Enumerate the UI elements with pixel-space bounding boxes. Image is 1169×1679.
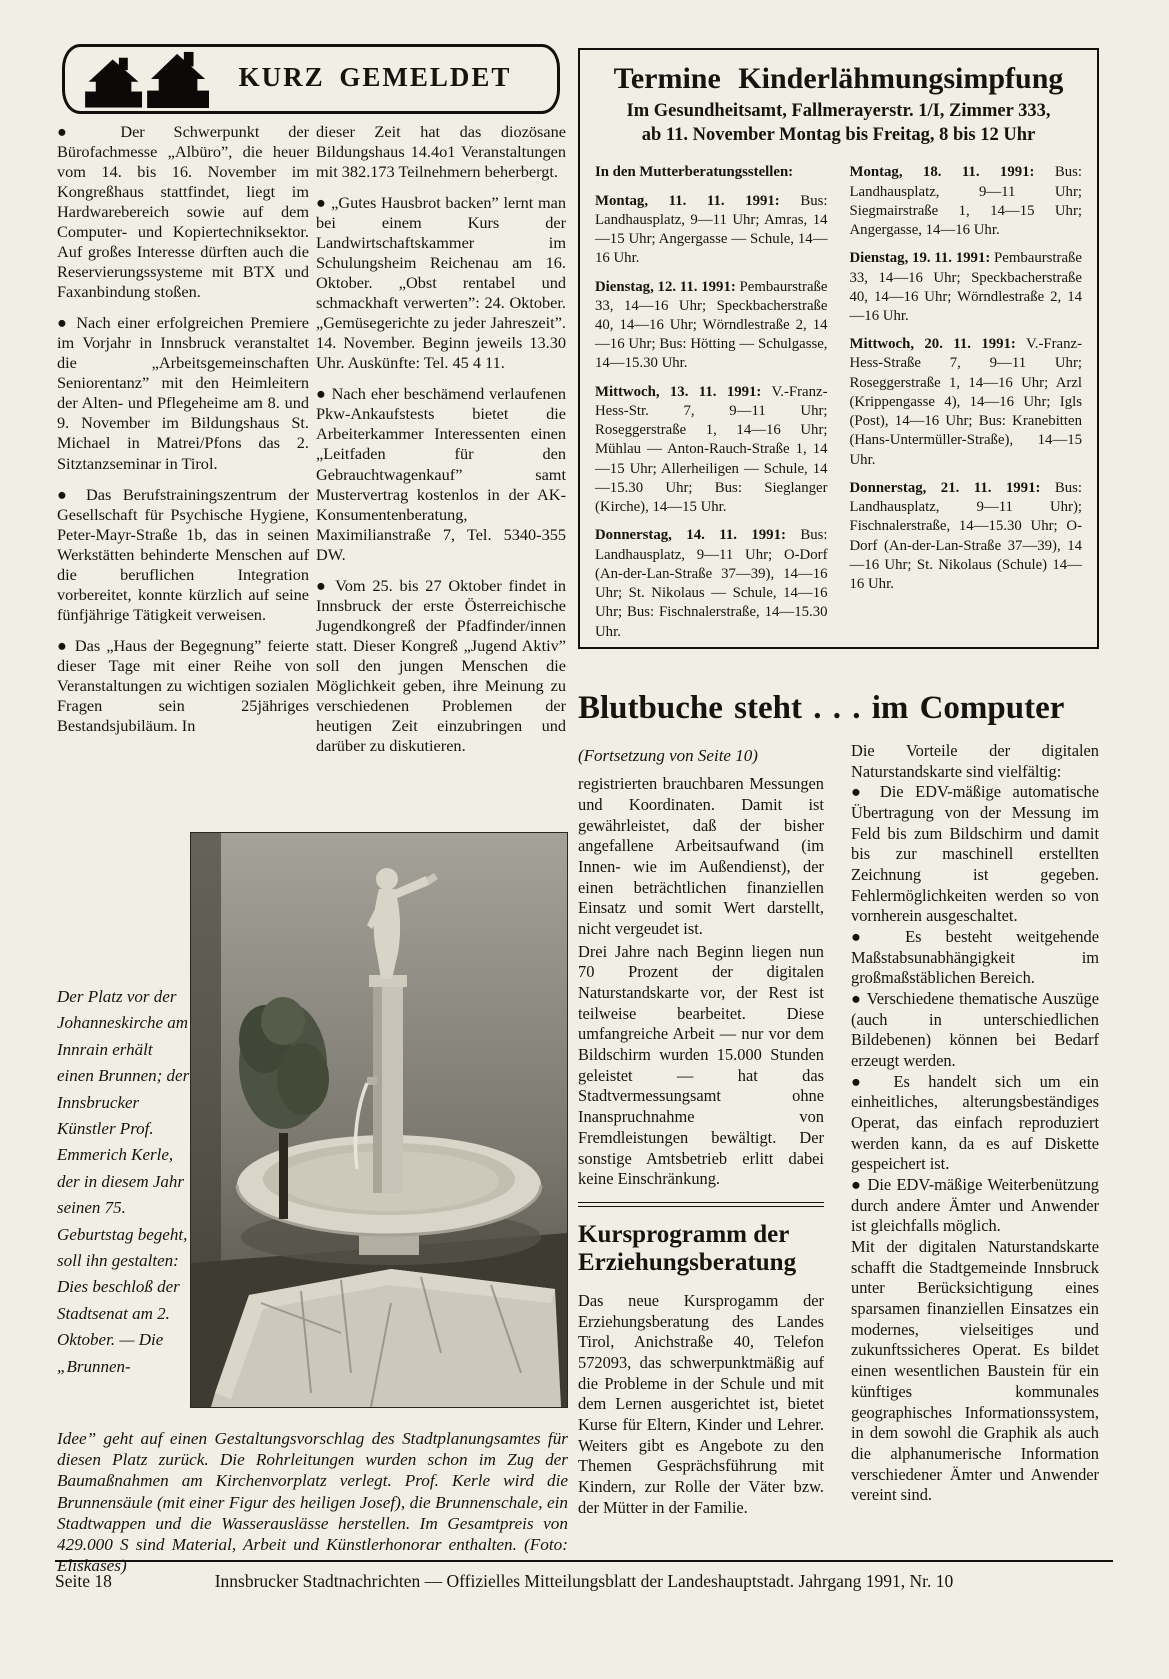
news-column-2	[316, 122, 566, 767]
schedule-day: Dienstag, 19. 11. 1991:	[849, 250, 991, 267]
schedule-text: V.-Franz-Hess-Str. 7, 9—11 Uhr; Roseggerstraße 1, 14—16 Uhr; Mühlau — Anton-Rauch-Straße 1, 14—15 Uhr; Allerheiligen — Schule, 14—15.30 Uhr; Bus: Sieglanger (Kirche), 14—15 Uhr.	[595, 383, 828, 516]
schedule-day: Montag, 11. 11. 1991:	[595, 192, 780, 209]
termine-subtitle-1: Im Gesundheitsamt, Fallmerayerstr. 1/I, Zimmer 333,	[626, 101, 1051, 121]
schedule-text: Pembaurstraße 33, 14—16 Uhr; Speckbacherstraße 40, 14—16 Uhr; Wörndlestraße 2, 14—16 Uhr.	[849, 250, 1082, 324]
schedule-entry	[850, 249, 1083, 326]
article-bullet: ● Die EDV-mäßige Weiterbenützung durch andere Ämter und Anwender ist gleichfalls möglich.	[851, 1175, 1099, 1236]
news-item: ● Der Schwerpunkt der Bürofachmesse „Albüro”, die heuer vom 14. bis 16. November im Kongreßhaus stattfindet, liegt im Hardwarebereich sowie auf dem Computer- und Kopiertechniksektor. Auf großes Interesse dürften auch die Reservierungssysteme mit BTX und Faxanbindung stoßen.	[57, 122, 309, 302]
schedule-text: Bus: Landhausplatz, 9—11 Uhr); Fischnalerstraße, 14—15.30 Uhr; O-Dorf (An-der-Lan-Straße 37—39), 14—16 Uhr; St. Nikolaus (Schule) 14—16 Uhr.	[849, 479, 1082, 593]
termine-column-1	[595, 163, 828, 650]
article-paragraph: Die Vorteile der digitalen Naturstandskarte sind vielfältig:	[851, 741, 1099, 781]
publication-line: Innsbrucker Stadtnachrichten — Offizielles Mitteilungsblatt der Landeshauptstadt. Jahrgang 1991, Nr. 10	[214, 1571, 954, 1591]
schedule-entry	[595, 192, 828, 269]
schedule-entry	[595, 383, 828, 518]
schedule-day: Montag, 18. 11. 1991:	[849, 164, 1035, 181]
news-column-1	[57, 122, 309, 747]
kursprogramm-title: Kursprogramm der Erziehungsberatung	[578, 1220, 797, 1276]
schedule-text: Bus: Landhausplatz, 9—11 Uhr; Amras, 14—15 Uhr; Angergasse — Schule, 14—16 Uhr.	[595, 192, 828, 267]
termine-title: Termine Kinderlähmungsimpfung	[613, 62, 1064, 95]
mutterberatung-header: In den Mutterberatungsstellen:	[595, 164, 794, 181]
termine-column-2	[850, 163, 1083, 650]
page-number: Seite 18	[55, 1571, 112, 1591]
schedule-day: Dienstag, 12. 11. 1991:	[595, 278, 736, 295]
termine-columns	[595, 163, 1082, 650]
termine-box	[578, 48, 1099, 649]
schedule-day: Mittwoch, 20. 11. 1991:	[849, 336, 1016, 353]
article-paragraph: Mit der digitalen Naturstandskarte schafft die Stadtgemeinde Innsbruck unter Berücksichtigung eines sparsamen finanziellen Einsatzes ein modernes, vielseitiges und zukunftssicheres Operat. Es bildet einen wesentlichen Baustein für ein künftiges kommunales geographisches Informationssystem, in dem sowohl die Graphik als auch die alphanumerische Information verschiedener Ämter und Anwender vereint sind.	[851, 1237, 1099, 1505]
news-item: ● Das Berufstrainingszentrum der Gesellschaft für Psychische Hygiene, Peter-Mayr-Straße 1b, das in seinen Werkstätten behinderte Menschen auf die beruflichen Integration vorbereitet, konnte kürzlich auf seine fünfjährige Tätigkeit verweisen.	[57, 484, 309, 624]
article-bullet: ● Es besteht weitgehende Maßstabsunabhängigkeit im großmaßstäblichen Bereich.	[851, 927, 1099, 988]
news-item: ● Vom 25. bis 27 Oktober findet in Innsbruck der erste Österreichische Jugendkongreß der Pfadfinder/innen statt. Dieser Kongreß „Jugend Aktiv” soll den jungen Menschen die Möglichkeit geben, ihre Meinung zu verschiedenen Problemen der heutigen Zeit einzubringen und darüber zu diskutieren.	[316, 575, 566, 755]
news-item: ● Das „Haus der Begegnung” feierte dieser Tage mit einer Reihe von Veranstaltungen zu wichtigen sozialen Fragen sein 25jähriges Bestandsjubiläum. In	[57, 635, 309, 735]
termine-subtitle-2: ab 11. November Montag bis Freitag, 8 bis 12 Uhr	[641, 124, 1036, 145]
news-item: ● Nach einer erfolgreichen Premiere im Vorjahr in Innsbruck veranstaltet die „Arbeitsgemeinschaften Seniorentanz” mit den Heimleitern der Alten- und Pflegeheime am 8. und 9. November im Bildungshaus St. Michael in Matrei/Pfons das 2. Sitztanzseminar in Tirol.	[57, 313, 309, 473]
article-bullet: ● Es handelt sich um ein einheitliches, alterungsbeständiges Operat, das einfach reproduziert werden kann, da es auf Diskette gespeichert ist.	[851, 1071, 1099, 1174]
kurz-gemeldet-title: KURZ GEMELDET	[238, 62, 512, 92]
news-item-continuation: dieser Zeit hat das diozösane Bildungshaus 14.4o1 Veranstaltungen mit 382.173 Teilnehmern beherbergt.	[316, 122, 566, 182]
article-paragraph: registrierten brauchbaren Messungen und Koordinaten. Damit ist gewährleistet, daß der bisher angefallene Arbeitsaufwand (im Innen- wie im Außendienst), der einen beträchtlichen finanziellen Einsatz und somit Wert darstellt, nicht vergeudet ist.	[578, 774, 824, 939]
schedule-day: Donnerstag, 14. 11. 1991:	[595, 527, 786, 544]
schedule-day: Donnerstag, 21. 11. 1991:	[849, 479, 1041, 496]
schedule-text: V.-Franz-Hess-Straße 7, 9—11 Uhr; Roseggerstraße 1, 14—16 Uhr; Arzl (Krippengasse 4), 14—16 Uhr; Igls (Post), 14—16 Uhr; Bus: Kranebitten (Hans-Untermüller-Straße), 14—15 Uhr.	[849, 336, 1082, 468]
fountain-photo	[190, 832, 568, 1408]
blutbuche-right-column	[851, 741, 1099, 1506]
news-item: ● „Gutes Hausbrot backen” lernt man bei einem Kurs der Landwirtschaftskammer im Schulungsheim Reichenau am 16. Oktober. „Obst rentabel und schmackhaft verwerten”: 24. Oktober. „Gemüsegerichte zu jeder Jahreszeit”. 14. November. Beginn jeweils 13.30 Uhr. Auskünfte: Tel. 45 4 11.	[316, 193, 566, 373]
schedule-entry	[850, 163, 1083, 240]
schedule-text: Bus: Landhausplatz, 9—11 Uhr; Siegmairstraße 1, 14—15 Uhr; Angergasse, 14—16 Uhr.	[849, 164, 1083, 239]
houses-icon	[81, 50, 221, 108]
kurz-gemeldet-box	[62, 44, 560, 114]
section-divider	[578, 1202, 824, 1207]
fountain-photo-art	[191, 833, 567, 1407]
article-paragraph: Drei Jahre nach Beginn liegen nun 70 Prozent der digitalen Naturstandskarte vor, der Rest ist teilweise bearbeitet. Diese umfangreiche Arbeit — nur vor dem Bildschirm wurden 15.000 Stunden geleistet — hat das Stadtvermessungsamt ohne Inanspruchnahme von Fremdleistungen bewältigt. Der sonstige Amtsbetrieb erlitt dabei keine Einschränkung.	[578, 941, 824, 1189]
schedule-entry	[595, 278, 828, 374]
photo-bottom-caption: Idee” geht auf einen Gestaltungsvorschlag des Stadtplanungsamtes für diesen Platz zurück. Die Rohrleitungen wurden schon im Zug der Baumaßnahmen am Kirchenvorplatz verlegt. Prof. Kerle wird die Brunnensäule (mit einer Figur des heiligen Josef), die Brunnenschale, ein Stadtwappen und die Wasserauslässe herstellen. Im Gesamtpreis von 429.000 S sind Material, Arbeit und Künstlerhonorar enthalten. (Foto: Eliskases)	[57, 1429, 568, 1576]
schedule-text: Pembaurstraße 33, 14—16 Uhr; Speckbacherstraße 40, 14—16 Uhr; Wörndlestraße 2, 14—16 Uhr; Bus: Hötting — Schulgasse, 14—15.30 Uhr.	[595, 278, 828, 372]
schedule-entry	[850, 335, 1083, 470]
schedule-text: Bus: Landhausplatz, 9—11 Uhr; O-Dorf (An-der-Lan-Straße 37—39), 14—16 Uhr; St. Nikolaus — Schule, 14—16 Uhr; Bus: Fischnalerstraße, 14—15.30 Uhr.	[595, 527, 828, 640]
blutbuche-title: Blutbuche steht . . . im Computer	[578, 690, 1065, 726]
news-item: ● Nach eher beschämend verlaufenen Pkw-Ankaufstests bietet die Arbeiterkammer Interessenten einen „Leitfaden für den Gebrauchtwagenkauf” samt Mustervertrag kostenlos in der AK-Konsumentenberatung, Maximilianstraße 7, Tel. 5340-355 DW.	[316, 384, 566, 564]
article-bullet: ● Die EDV-mäßige automatische Übertragung von der Messung im Feld bis zum Bildschirm und damit bis zur maschinell erstellten Zeichnung ist gegeben. Fehlermöglichkeiten werden so von vornherein ausgeschaltet.	[851, 782, 1099, 926]
continuation-note: (Fortsetzung von Seite 10)	[578, 746, 758, 765]
article-bullet: ● Verschiedene thematische Auszüge (auch in unterschiedlichen Bildebenen) können bei Bedarf erzeugt werden.	[851, 989, 1099, 1071]
schedule-day: Mittwoch, 13. 11. 1991:	[595, 383, 762, 400]
article-paragraph: Das neue Kursprogamm der Erziehungsberatung des Landes Tirol, Anichstraße 40, Telefon 572093, das schwerpunktmäßig auf die Probleme in der Schule und mit dem Lernen ausgerichtet ist, bietet Kurse für Eltern, Kinder und Lehrer. Weiters gibt es Angebote zu den Themen Gesprächsführung mit Kindern, zur Rolle der Väter bzw. der Mütter in der Familie.	[578, 1290, 824, 1517]
photo-side-caption: Der Platz vor der Johanneskirche am Innrain erhält einen Brunnen; der Innsbrucker Künstler Prof. Emmerich Kerle, der in diesem Jahr seinen 75. Geburtstag begeht, soll ihn gestalten: Dies beschloß der Stadtsenat am 2. Oktober. — Die „Brunnen-	[57, 987, 190, 1376]
blutbuche-left-column	[578, 745, 824, 1518]
schedule-entry	[850, 479, 1083, 594]
schedule-entry	[595, 526, 828, 641]
footer-rule	[55, 1560, 1113, 1562]
